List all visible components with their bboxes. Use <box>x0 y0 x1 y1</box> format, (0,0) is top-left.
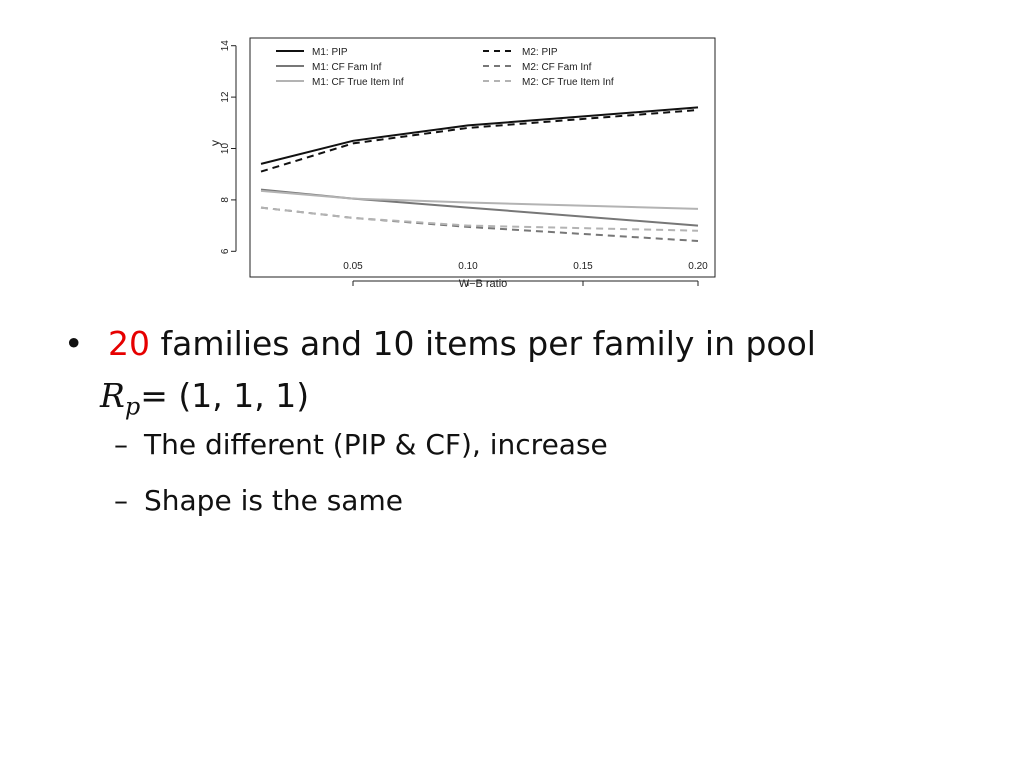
legend-label: M1: CF True Item Inf <box>312 77 404 88</box>
rp-subscript: p <box>124 392 141 421</box>
bullet-marker: • <box>64 324 84 363</box>
rp-symbol: R <box>100 376 125 415</box>
series-lines <box>261 107 698 241</box>
legend-label: M1: CF Fam Inf <box>312 62 382 73</box>
bullet-item-1-text: families and 10 items per family in pool <box>150 324 816 363</box>
x-axis <box>343 261 708 286</box>
legend-label: M1: PIP <box>312 47 348 58</box>
sub-bullet-1-text: The different (PIP & CF), increase <box>144 428 608 461</box>
x-tick-label: 0.20 <box>688 261 708 272</box>
y-tick-label: 8 <box>220 197 231 203</box>
y-tick-label: 12 <box>220 91 231 103</box>
sub-bullet-2-text: Shape is the same <box>144 484 403 517</box>
series-line <box>261 110 698 172</box>
bullet-list <box>60 322 1000 538</box>
series-line <box>261 208 698 241</box>
sub-bullet-marker: – <box>114 484 128 517</box>
x-axis-label: W−B ratio <box>458 278 508 290</box>
line-chart <box>200 30 730 300</box>
sub-bullet-1 <box>60 426 1000 482</box>
x-tick-label: 0.05 <box>343 261 363 272</box>
y-axis-label: y <box>208 140 222 146</box>
sub-bullet-2 <box>60 482 1000 538</box>
series-line <box>261 191 698 209</box>
legend <box>276 47 614 88</box>
x-tick-label: 0.15 <box>573 261 593 272</box>
sub-bullet-marker: – <box>114 428 128 461</box>
y-tick-label: 6 <box>220 248 231 255</box>
y-tick-label: 10 <box>220 142 231 155</box>
legend-label: M2: PIP <box>522 47 558 58</box>
family-count: 20 <box>108 324 150 363</box>
y-tick-label: 14 <box>220 40 231 52</box>
legend-label: M2: CF True Item Inf <box>522 77 614 88</box>
plot-frame <box>250 38 715 277</box>
rp-value: = (1, 1, 1) <box>140 376 310 415</box>
legend-label: M2: CF Fam Inf <box>522 62 592 73</box>
rp-formula <box>60 374 1000 426</box>
x-tick-label: 0.10 <box>458 261 478 272</box>
y-axis <box>220 40 236 254</box>
bullet-item-1 <box>60 322 1000 368</box>
